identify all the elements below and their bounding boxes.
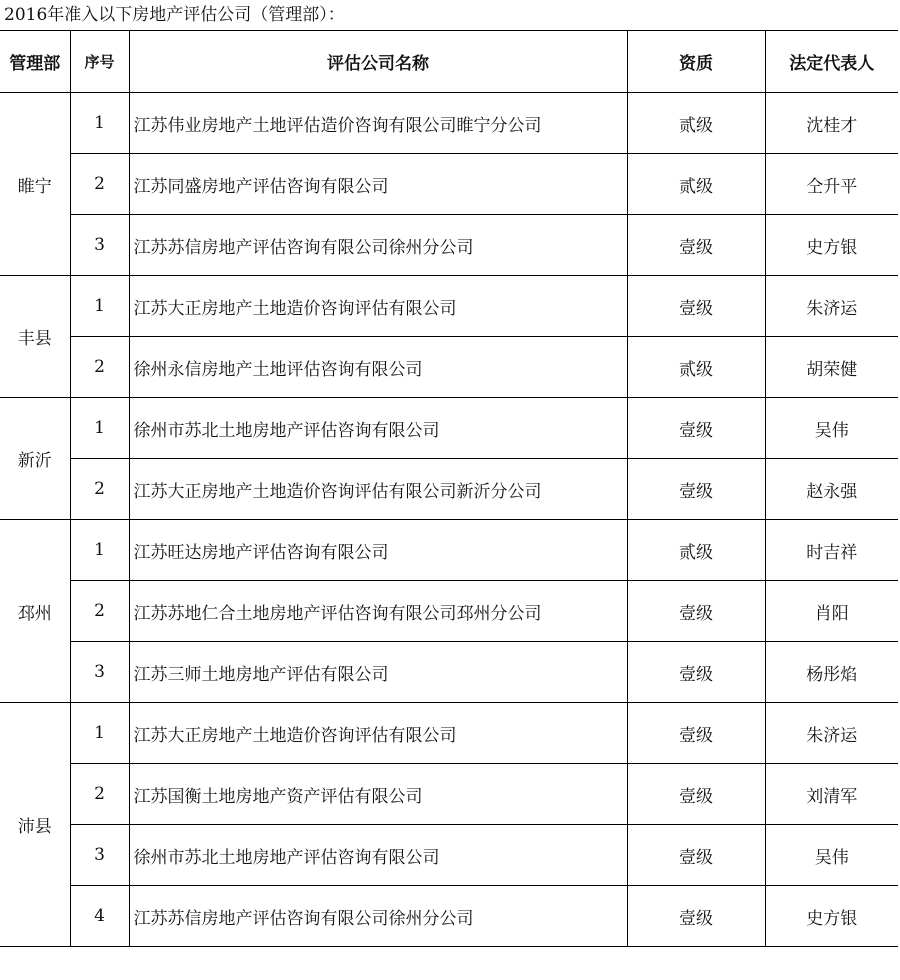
company-name-cell: 徐州永信房地产土地评估咨询有限公司 — [129, 337, 627, 398]
table-row — [0, 520, 898, 581]
table-row — [0, 703, 898, 764]
row-number-cell: 2 — [70, 337, 129, 398]
representative-cell: 朱济运 — [765, 276, 898, 337]
table-row — [0, 276, 898, 337]
row-number-cell: 3 — [70, 215, 129, 276]
table-row — [0, 459, 898, 520]
grade-cell: 贰级 — [627, 337, 765, 398]
header-grade: 资质 — [627, 31, 765, 93]
grade-cell: 壹级 — [627, 581, 765, 642]
company-name-cell: 江苏三师土地房地产评估有限公司 — [129, 642, 627, 703]
row-number-cell: 2 — [70, 581, 129, 642]
company-name-cell: 江苏大正房地产土地造价咨询评估有限公司新沂分公司 — [129, 459, 627, 520]
grade-cell: 壹级 — [627, 703, 765, 764]
representative-cell: 胡荣健 — [765, 337, 898, 398]
document-title: 2016年准入以下房地产评估公司（管理部）： — [4, 5, 345, 25]
header-dept: 管理部 — [0, 31, 70, 93]
company-name-cell: 江苏伟业房地产土地评估造价咨询有限公司睢宁分公司 — [129, 93, 627, 154]
table-row — [0, 764, 898, 825]
table-row — [0, 886, 898, 947]
dept-cell: 沛县 — [0, 703, 70, 947]
table-header-row — [0, 31, 898, 93]
representative-cell: 肖阳 — [765, 581, 898, 642]
company-name-cell: 江苏国衡土地房地产资产评估有限公司 — [129, 764, 627, 825]
row-number-cell: 1 — [70, 93, 129, 154]
table-row — [0, 825, 898, 886]
company-name-cell: 徐州市苏北土地房地产评估咨询有限公司 — [129, 398, 627, 459]
row-number-cell: 1 — [70, 703, 129, 764]
grade-cell: 贰级 — [627, 520, 765, 581]
dept-cell: 邳州 — [0, 520, 70, 703]
grade-cell: 壹级 — [627, 886, 765, 947]
row-number-cell: 1 — [70, 276, 129, 337]
grade-cell: 壹级 — [627, 215, 765, 276]
representative-cell: 杨彤焰 — [765, 642, 898, 703]
row-number-cell: 1 — [70, 520, 129, 581]
table-row — [0, 337, 898, 398]
representative-cell: 史方银 — [765, 215, 898, 276]
table-row — [0, 398, 898, 459]
company-name-cell: 江苏苏信房地产评估咨询有限公司徐州分公司 — [129, 215, 627, 276]
table-body — [0, 93, 898, 947]
representative-cell: 吴伟 — [765, 825, 898, 886]
row-number-cell: 4 — [70, 886, 129, 947]
table-row — [0, 581, 898, 642]
grade-cell: 壹级 — [627, 642, 765, 703]
representative-cell: 朱济运 — [765, 703, 898, 764]
grade-cell: 壹级 — [627, 764, 765, 825]
row-number-cell: 1 — [70, 398, 129, 459]
row-number-cell: 2 — [70, 154, 129, 215]
representative-cell: 史方银 — [765, 886, 898, 947]
company-name-cell: 江苏旺达房地产评估咨询有限公司 — [129, 520, 627, 581]
grade-cell: 壹级 — [627, 398, 765, 459]
table-row — [0, 215, 898, 276]
table-row — [0, 642, 898, 703]
header-no: 序号 — [70, 31, 129, 93]
grade-cell: 贰级 — [627, 93, 765, 154]
representative-cell: 仝升平 — [765, 154, 898, 215]
company-name-cell: 江苏同盛房地产评估咨询有限公司 — [129, 154, 627, 215]
company-name-cell: 江苏苏地仁合土地房地产评估咨询有限公司邳州分公司 — [129, 581, 627, 642]
company-name-cell: 江苏大正房地产土地造价咨询评估有限公司 — [129, 703, 627, 764]
row-number-cell: 3 — [70, 642, 129, 703]
company-name-cell: 江苏大正房地产土地造价咨询评估有限公司 — [129, 276, 627, 337]
representative-cell: 刘清军 — [765, 764, 898, 825]
representative-cell: 时吉祥 — [765, 520, 898, 581]
grade-cell: 贰级 — [627, 154, 765, 215]
dept-cell: 丰县 — [0, 276, 70, 398]
header-name: 评估公司名称 — [129, 31, 627, 93]
header-rep: 法定代表人 — [765, 31, 898, 93]
appraisal-companies-table — [0, 30, 898, 947]
row-number-cell: 2 — [70, 764, 129, 825]
grade-cell: 壹级 — [627, 276, 765, 337]
representative-cell: 吴伟 — [765, 398, 898, 459]
table-row — [0, 154, 898, 215]
row-number-cell: 2 — [70, 459, 129, 520]
dept-cell: 睢宁 — [0, 93, 70, 276]
representative-cell: 沈桂才 — [765, 93, 898, 154]
representative-cell: 赵永强 — [765, 459, 898, 520]
company-name-cell: 徐州市苏北土地房地产评估咨询有限公司 — [129, 825, 627, 886]
company-name-cell: 江苏苏信房地产评估咨询有限公司徐州分公司 — [129, 886, 627, 947]
dept-cell: 新沂 — [0, 398, 70, 520]
row-number-cell: 3 — [70, 825, 129, 886]
table-row — [0, 93, 898, 154]
grade-cell: 壹级 — [627, 459, 765, 520]
grade-cell: 壹级 — [627, 825, 765, 886]
